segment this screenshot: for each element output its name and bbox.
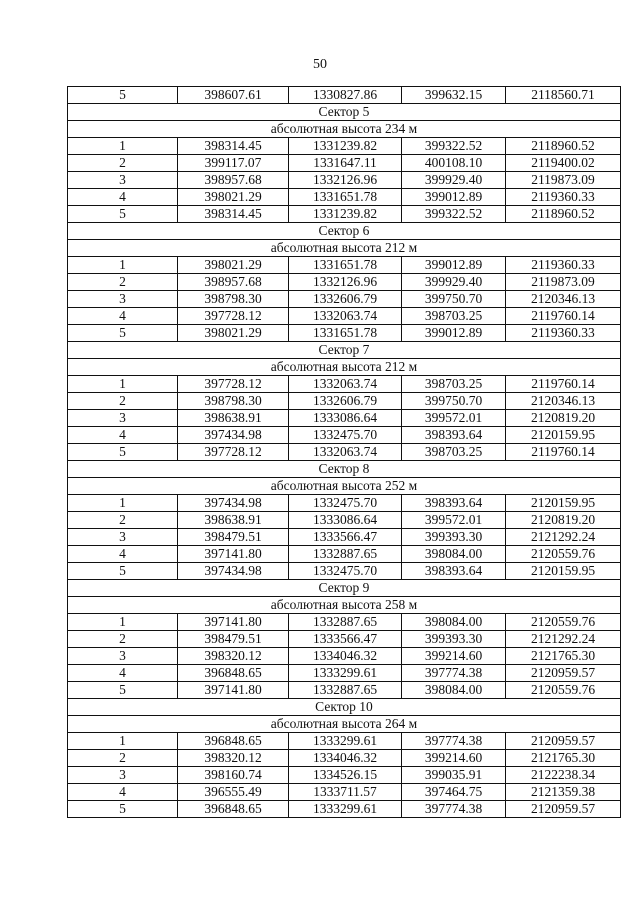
point-number-cell: 2	[68, 750, 178, 767]
coord-y-cell: 1331239.82	[289, 206, 402, 223]
coord-y-cell: 1331651.78	[289, 257, 402, 274]
coord-x-cell: 398021.29	[178, 257, 289, 274]
section-header-cell: абсолютная высота 234 м	[68, 121, 621, 138]
coord-x-cell: 398021.29	[178, 189, 289, 206]
coord-y-cell: 1333299.61	[289, 733, 402, 750]
coord-x2-cell: 399750.70	[402, 291, 506, 308]
coord-x2-cell: 398084.00	[402, 546, 506, 563]
section-header-row	[68, 104, 621, 121]
coord-y2-cell: 2120959.57	[506, 801, 621, 818]
coord-y2-cell: 2120559.76	[506, 546, 621, 563]
table-row	[68, 682, 621, 699]
section-header-row	[68, 461, 621, 478]
coord-x-cell: 397728.12	[178, 444, 289, 461]
point-number-cell: 3	[68, 648, 178, 665]
coord-x2-cell: 398393.64	[402, 427, 506, 444]
coord-x-cell: 399117.07	[178, 155, 289, 172]
coord-x2-cell: 399012.89	[402, 257, 506, 274]
coord-x-cell: 397141.80	[178, 614, 289, 631]
table-row	[68, 427, 621, 444]
table-row	[68, 87, 621, 104]
section-header-row	[68, 240, 621, 257]
table-row	[68, 410, 621, 427]
coord-x-cell: 398798.30	[178, 291, 289, 308]
coord-x-cell: 398479.51	[178, 529, 289, 546]
point-number-cell: 3	[68, 410, 178, 427]
coord-x-cell: 397728.12	[178, 376, 289, 393]
point-number-cell: 2	[68, 631, 178, 648]
coord-y-cell: 1331239.82	[289, 138, 402, 155]
coord-y-cell: 1332063.74	[289, 444, 402, 461]
coord-y-cell: 1332126.96	[289, 274, 402, 291]
coord-x2-cell: 397774.38	[402, 733, 506, 750]
section-header-cell: абсолютная высота 212 м	[68, 240, 621, 257]
point-number-cell: 1	[68, 614, 178, 631]
coord-y-cell: 1332475.70	[289, 427, 402, 444]
table-row	[68, 801, 621, 818]
coord-x2-cell: 397464.75	[402, 784, 506, 801]
coord-x-cell: 398957.68	[178, 274, 289, 291]
coord-x2-cell: 398084.00	[402, 614, 506, 631]
coord-x2-cell: 397774.38	[402, 801, 506, 818]
coord-x-cell: 396555.49	[178, 784, 289, 801]
section-header-cell: Сектор 8	[68, 461, 621, 478]
coord-x2-cell: 398393.64	[402, 495, 506, 512]
point-number-cell: 2	[68, 274, 178, 291]
point-number-cell: 3	[68, 529, 178, 546]
section-header-cell: Сектор 7	[68, 342, 621, 359]
table-row	[68, 750, 621, 767]
table-row	[68, 376, 621, 393]
coord-x-cell: 398314.45	[178, 206, 289, 223]
coord-y2-cell: 2120559.76	[506, 614, 621, 631]
section-header-cell: Сектор 6	[68, 223, 621, 240]
section-header-row	[68, 580, 621, 597]
coord-y-cell: 1332063.74	[289, 308, 402, 325]
coord-y2-cell: 2120559.76	[506, 682, 621, 699]
coord-y2-cell: 2120819.20	[506, 512, 621, 529]
section-header-row	[68, 223, 621, 240]
coord-x2-cell: 399214.60	[402, 750, 506, 767]
point-number-cell: 1	[68, 138, 178, 155]
coord-y2-cell: 2121765.30	[506, 750, 621, 767]
table-row	[68, 444, 621, 461]
coord-y-cell: 1333299.61	[289, 665, 402, 682]
coord-x2-cell: 398703.25	[402, 444, 506, 461]
coord-y-cell: 1330827.86	[289, 87, 402, 104]
point-number-cell: 4	[68, 665, 178, 682]
coord-x2-cell: 399012.89	[402, 189, 506, 206]
table-row	[68, 138, 621, 155]
section-header-row	[68, 597, 621, 614]
coord-x-cell: 398479.51	[178, 631, 289, 648]
point-number-cell: 4	[68, 546, 178, 563]
table-row	[68, 257, 621, 274]
table-row	[68, 495, 621, 512]
coord-y2-cell: 2119873.09	[506, 172, 621, 189]
coord-x2-cell: 399322.52	[402, 206, 506, 223]
section-header-row	[68, 121, 621, 138]
point-number-cell: 1	[68, 257, 178, 274]
section-header-cell: абсолютная высота 252 м	[68, 478, 621, 495]
table-row	[68, 291, 621, 308]
point-number-cell: 5	[68, 206, 178, 223]
table-row	[68, 614, 621, 631]
coord-x2-cell: 398703.25	[402, 308, 506, 325]
coord-y2-cell: 2118560.71	[506, 87, 621, 104]
coord-x2-cell: 399322.52	[402, 138, 506, 155]
point-number-cell: 2	[68, 155, 178, 172]
coord-y-cell: 1334526.15	[289, 767, 402, 784]
table-row	[68, 189, 621, 206]
coord-y2-cell: 2120819.20	[506, 410, 621, 427]
coord-y2-cell: 2119873.09	[506, 274, 621, 291]
coord-y2-cell: 2121292.24	[506, 631, 621, 648]
coord-x2-cell: 399572.01	[402, 410, 506, 427]
coord-y-cell: 1332475.70	[289, 563, 402, 580]
coord-x-cell: 397434.98	[178, 563, 289, 580]
table-row	[68, 546, 621, 563]
coord-x-cell: 398314.45	[178, 138, 289, 155]
coord-y2-cell: 2119760.14	[506, 444, 621, 461]
coord-y2-cell: 2121765.30	[506, 648, 621, 665]
coord-x2-cell: 399750.70	[402, 393, 506, 410]
table-row	[68, 325, 621, 342]
table-row	[68, 155, 621, 172]
coord-x-cell: 398320.12	[178, 750, 289, 767]
coord-x2-cell: 399012.89	[402, 325, 506, 342]
point-number-cell: 4	[68, 189, 178, 206]
point-number-cell: 5	[68, 325, 178, 342]
coord-x2-cell: 399929.40	[402, 172, 506, 189]
coord-x2-cell: 399632.15	[402, 87, 506, 104]
coord-x-cell: 398798.30	[178, 393, 289, 410]
point-number-cell: 1	[68, 733, 178, 750]
table-row	[68, 172, 621, 189]
coord-y2-cell: 2118960.52	[506, 138, 621, 155]
coord-y2-cell: 2121359.38	[506, 784, 621, 801]
coord-y2-cell: 2120959.57	[506, 733, 621, 750]
coord-y2-cell: 2122238.34	[506, 767, 621, 784]
coord-x2-cell: 399393.30	[402, 631, 506, 648]
point-number-cell: 1	[68, 376, 178, 393]
coord-x2-cell: 399572.01	[402, 512, 506, 529]
point-number-cell: 5	[68, 444, 178, 461]
point-number-cell: 4	[68, 427, 178, 444]
coord-y-cell: 1331647.11	[289, 155, 402, 172]
section-header-cell: абсолютная высота 212 м	[68, 359, 621, 376]
table-row	[68, 631, 621, 648]
section-header-row	[68, 342, 621, 359]
point-number-cell: 2	[68, 393, 178, 410]
coord-y2-cell: 2119760.14	[506, 376, 621, 393]
coord-y-cell: 1331651.78	[289, 189, 402, 206]
coord-y-cell: 1332126.96	[289, 172, 402, 189]
coord-x-cell: 398638.91	[178, 410, 289, 427]
coord-y2-cell: 2120159.95	[506, 427, 621, 444]
table-row	[68, 733, 621, 750]
coordinates-table	[67, 86, 621, 818]
coord-x2-cell: 398393.64	[402, 563, 506, 580]
coord-y-cell: 1334046.32	[289, 750, 402, 767]
coord-x-cell: 397141.80	[178, 682, 289, 699]
coord-y-cell: 1332887.65	[289, 682, 402, 699]
table-row	[68, 308, 621, 325]
table-row	[68, 512, 621, 529]
coord-y2-cell: 2119360.33	[506, 325, 621, 342]
coord-x-cell: 397728.12	[178, 308, 289, 325]
coord-x-cell: 398638.91	[178, 512, 289, 529]
coord-x-cell: 397434.98	[178, 495, 289, 512]
table-row	[68, 767, 621, 784]
coord-x-cell: 396848.65	[178, 665, 289, 682]
coord-y-cell: 1332887.65	[289, 546, 402, 563]
table-row	[68, 274, 621, 291]
point-number-cell: 3	[68, 172, 178, 189]
table-row	[68, 206, 621, 223]
coord-x2-cell: 398703.25	[402, 376, 506, 393]
coord-x-cell: 398021.29	[178, 325, 289, 342]
point-number-cell: 4	[68, 308, 178, 325]
section-header-row	[68, 699, 621, 716]
section-header-cell: Сектор 10	[68, 699, 621, 716]
coord-y2-cell: 2119360.33	[506, 257, 621, 274]
coord-x2-cell: 400108.10	[402, 155, 506, 172]
coord-x2-cell: 397774.38	[402, 665, 506, 682]
coord-x-cell: 397434.98	[178, 427, 289, 444]
coord-y2-cell: 2119760.14	[506, 308, 621, 325]
coord-y-cell: 1333566.47	[289, 529, 402, 546]
coord-y2-cell: 2120159.95	[506, 563, 621, 580]
table-row	[68, 529, 621, 546]
coord-y-cell: 1333086.64	[289, 512, 402, 529]
coord-x2-cell: 399393.30	[402, 529, 506, 546]
point-number-cell: 2	[68, 512, 178, 529]
coord-y-cell: 1333711.57	[289, 784, 402, 801]
coord-y-cell: 1332606.79	[289, 291, 402, 308]
coord-x2-cell: 399214.60	[402, 648, 506, 665]
coord-x-cell: 396848.65	[178, 733, 289, 750]
coord-y-cell: 1334046.32	[289, 648, 402, 665]
coord-y-cell: 1333566.47	[289, 631, 402, 648]
coord-y-cell: 1333299.61	[289, 801, 402, 818]
coord-y2-cell: 2120159.95	[506, 495, 621, 512]
point-number-cell: 5	[68, 87, 178, 104]
coord-y-cell: 1333086.64	[289, 410, 402, 427]
coord-y2-cell: 2121292.24	[506, 529, 621, 546]
coord-x-cell: 398607.61	[178, 87, 289, 104]
coord-y-cell: 1332475.70	[289, 495, 402, 512]
point-number-cell: 4	[68, 784, 178, 801]
section-header-cell: абсолютная высота 258 м	[68, 597, 621, 614]
coord-x2-cell: 398084.00	[402, 682, 506, 699]
coord-y2-cell: 2119360.33	[506, 189, 621, 206]
coord-y2-cell: 2120959.57	[506, 665, 621, 682]
section-header-row	[68, 478, 621, 495]
point-number-cell: 3	[68, 291, 178, 308]
coord-x2-cell: 399929.40	[402, 274, 506, 291]
point-number-cell: 5	[68, 563, 178, 580]
point-number-cell: 1	[68, 495, 178, 512]
coord-x-cell: 398957.68	[178, 172, 289, 189]
coord-y-cell: 1331651.78	[289, 325, 402, 342]
section-header-cell: Сектор 9	[68, 580, 621, 597]
point-number-cell: 3	[68, 767, 178, 784]
table-row	[68, 784, 621, 801]
coord-y-cell: 1332606.79	[289, 393, 402, 410]
table-row	[68, 393, 621, 410]
coord-y2-cell: 2120346.13	[506, 393, 621, 410]
coord-y-cell: 1332887.65	[289, 614, 402, 631]
coord-x-cell: 398160.74	[178, 767, 289, 784]
coord-x-cell: 396848.65	[178, 801, 289, 818]
page-number: 50	[313, 57, 327, 72]
table-row	[68, 665, 621, 682]
coord-x-cell: 397141.80	[178, 546, 289, 563]
section-header-cell: Сектор 5	[68, 104, 621, 121]
coord-y2-cell: 2119400.02	[506, 155, 621, 172]
point-number-cell: 5	[68, 801, 178, 818]
point-number-cell: 5	[68, 682, 178, 699]
coord-y2-cell: 2118960.52	[506, 206, 621, 223]
coordinates-table-body	[68, 87, 621, 818]
coord-x2-cell: 399035.91	[402, 767, 506, 784]
coord-x-cell: 398320.12	[178, 648, 289, 665]
section-header-row	[68, 716, 621, 733]
table-row	[68, 563, 621, 580]
section-header-cell: абсолютная высота 264 м	[68, 716, 621, 733]
coord-y2-cell: 2120346.13	[506, 291, 621, 308]
section-header-row	[68, 359, 621, 376]
table-row	[68, 648, 621, 665]
coord-y-cell: 1332063.74	[289, 376, 402, 393]
